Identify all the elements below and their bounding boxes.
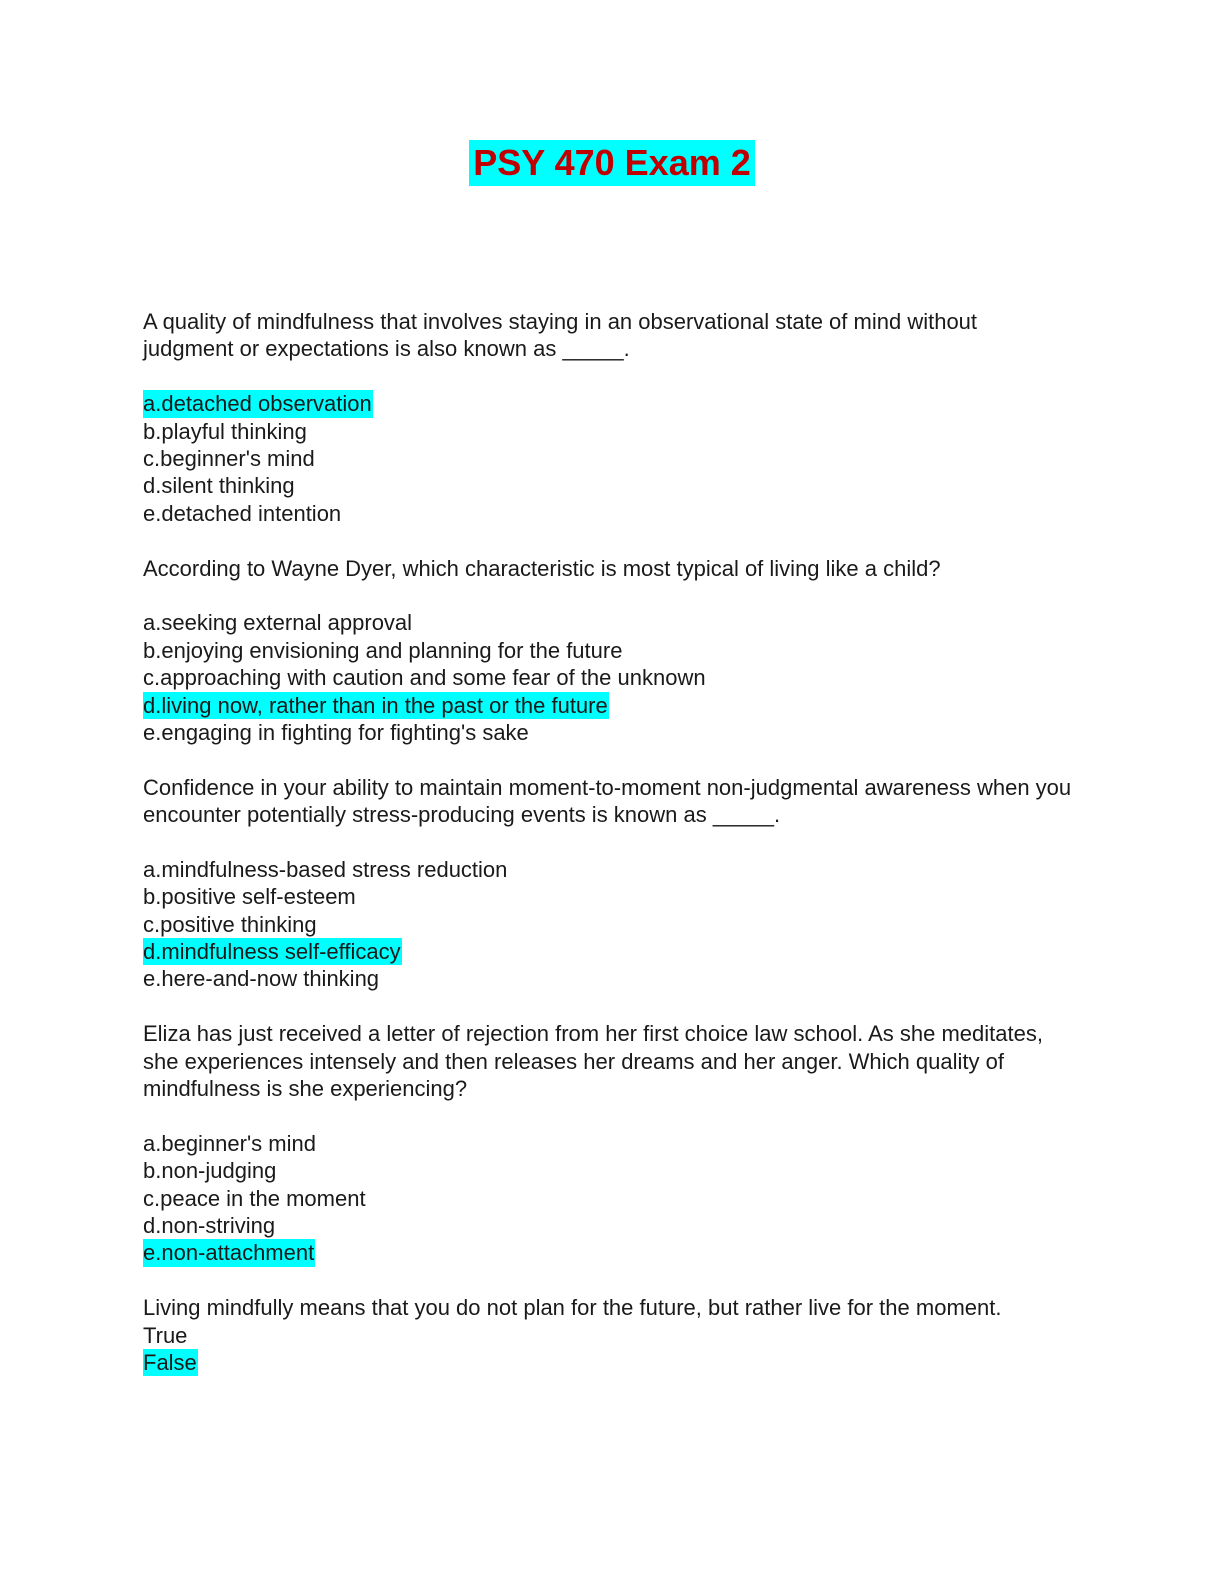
question-5-options xyxy=(143,1322,1073,1377)
question-4-option-e xyxy=(143,1239,1073,1266)
question-3 xyxy=(143,774,1073,993)
question-1 xyxy=(143,308,1073,527)
option-label: d.silent thinking xyxy=(143,473,295,499)
question-5-option-false xyxy=(143,1349,1073,1376)
option-label: c.positive thinking xyxy=(143,911,317,937)
question-2-option-c xyxy=(143,664,1073,691)
question-4-option-c xyxy=(143,1185,1073,1212)
question-4-text: Eliza has just received a letter of rejection from her first choice law school. As she meditates, she experiences intensely and then releases her dreams and her anger. Which quality of mindfulness is she experiencing? xyxy=(143,1021,1043,1102)
question-3-option-d xyxy=(143,938,1073,965)
question-3-options xyxy=(143,856,1073,993)
title-area xyxy=(0,140,1224,186)
question-2-option-e xyxy=(143,719,1073,746)
question-1-options xyxy=(143,390,1073,527)
question-2-text: According to Wayne Dyer, which characteristic is most typical of living like a child? xyxy=(143,555,941,581)
option-label: e.non-attachment xyxy=(143,1240,315,1266)
question-list xyxy=(143,308,1073,1404)
question-5-text: Living mindfully means that you do not plan for the future, but rather live for the moment. xyxy=(143,1295,1002,1321)
option-label: d.living now, rather than in the past or the future xyxy=(143,692,608,718)
question-1-option-a xyxy=(143,390,1073,417)
option-label: c.beginner's mind xyxy=(143,445,315,471)
question-5 xyxy=(143,1294,1073,1376)
question-3-text: Confidence in your ability to maintain moment-to-moment non-judgmental awareness when you encounter potentially stress-producing events is known as _____. xyxy=(143,774,1072,828)
question-5-option-true xyxy=(143,1322,1073,1349)
question-2-option-d xyxy=(143,692,1073,719)
question-2-option-a xyxy=(143,609,1073,636)
question-1-option-e xyxy=(143,500,1073,527)
option-label: a.seeking external approval xyxy=(143,610,413,636)
question-3-option-a xyxy=(143,856,1073,883)
option-label: a.detached observation xyxy=(143,391,372,417)
question-1-option-d xyxy=(143,472,1073,499)
option-label: c.peace in the moment xyxy=(143,1185,366,1211)
option-label: d.non-striving xyxy=(143,1213,276,1239)
option-label: d.mindfulness self-efficacy xyxy=(143,939,401,965)
question-2-option-b xyxy=(143,637,1073,664)
option-label: b.positive self-esteem xyxy=(143,884,356,910)
option-label: a.beginner's mind xyxy=(143,1130,316,1156)
question-3-option-c xyxy=(143,911,1073,938)
option-label: b.playful thinking xyxy=(143,418,307,444)
option-label: e.here-and-now thinking xyxy=(143,966,380,992)
option-label: e.detached intention xyxy=(143,500,342,526)
option-label: e.engaging in fighting for fighting's sake xyxy=(143,719,529,745)
option-label: b.non-judging xyxy=(143,1158,277,1184)
option-label: b.enjoying envisioning and planning for the future xyxy=(143,637,623,663)
question-1-option-b xyxy=(143,418,1073,445)
question-3-option-e xyxy=(143,965,1073,992)
question-1-option-c xyxy=(143,445,1073,472)
question-4-options xyxy=(143,1130,1073,1267)
option-label: a.mindfulness-based stress reduction xyxy=(143,856,508,882)
option-label: c.approaching with caution and some fear of the unknown xyxy=(143,665,706,691)
question-2-options xyxy=(143,609,1073,746)
question-4-option-d xyxy=(143,1212,1073,1239)
option-label: True xyxy=(143,1322,188,1348)
question-3-option-b xyxy=(143,883,1073,910)
question-4 xyxy=(143,1020,1073,1267)
question-1-text: A quality of mindfulness that involves staying in an observational state of mind without judgment or expectations is also known as _____. xyxy=(143,309,978,362)
question-2 xyxy=(143,555,1073,747)
option-label: False xyxy=(143,1349,197,1375)
question-4-option-a xyxy=(143,1130,1073,1157)
document-title: PSY 470 Exam 2 xyxy=(469,140,755,186)
question-4-option-b xyxy=(143,1157,1073,1184)
